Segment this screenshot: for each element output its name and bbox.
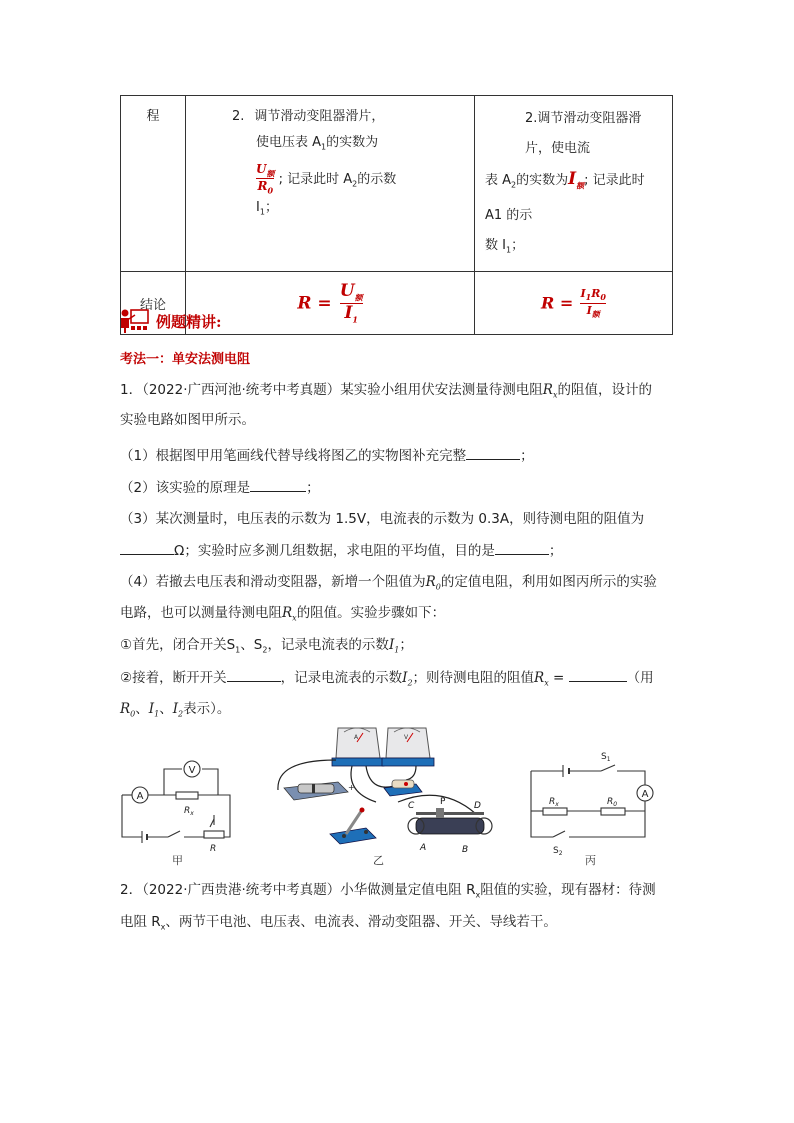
answer-blank[interactable] xyxy=(466,445,520,460)
answer-blank[interactable] xyxy=(569,667,627,682)
q1-step1: ①首先，闭合开关$S_1$、$S_2$，记录电流表的示数$I_1$； xyxy=(120,637,413,655)
label-s1: $S_1$ xyxy=(601,752,611,763)
caption-yi: 乙 xyxy=(373,854,384,867)
label-r0: $R_0$ xyxy=(607,797,618,808)
svg-text:D: D xyxy=(474,801,481,811)
method-a-cell xyxy=(186,96,475,272)
svg-text:A: A xyxy=(420,843,427,853)
method-a-line3: $\frac{U_额}{R_0}$ ; 记录此时 $A_2$的示数 xyxy=(256,161,397,196)
q1-part4-line1: （4）若撤去电压表和滑动变阻器，新增一个阻值为$R_0$的定值电阻，利用如图丙所示的实验 xyxy=(120,574,657,592)
resistor-r0-symbol xyxy=(601,808,625,815)
q1-part4-line2: 电路，也可以测量待测电阻$R_x$的阻值。实验步骤如下： xyxy=(120,605,446,623)
answer-blank[interactable] xyxy=(227,667,281,682)
voltmeter-device xyxy=(382,728,434,766)
table-row xyxy=(121,96,673,272)
q2-line1: 2．（2022·广西贵港·统考中考真题）小华做测量定值电阻 $R_x$阻值的实验，现有器材：待测 xyxy=(120,882,656,900)
q1-intro-line1: 1．（2022·广西河池·统考中考真题）某实验小组用伏安法测量待测电阻$R_x$的阻值，设计的 xyxy=(120,382,652,400)
method-a-step: 2. 调节滑动变阻器滑片， xyxy=(232,109,385,124)
battery-holder xyxy=(284,782,355,800)
svg-text:P: P xyxy=(440,797,446,807)
q1-part3-line1: （3）某次测量时，电压表的示数为 1.5V，电流表的示数为 0.3A，则待测电阻的阻值为 xyxy=(120,511,645,527)
label-rx: $R_x$ xyxy=(549,797,559,808)
section-heading: 例题精讲: xyxy=(156,312,222,331)
answer-blank[interactable] xyxy=(120,540,174,555)
answer-blank[interactable] xyxy=(250,477,306,492)
rheostat-symbol xyxy=(204,831,224,838)
method-table xyxy=(120,95,673,335)
q1-part2: （2）该实验的原理是 ； xyxy=(120,477,680,498)
resistor-rx-symbol xyxy=(543,808,567,815)
circuit-diagram-jia xyxy=(118,755,248,855)
q1-intro-line2: 实验电路如图甲所示。 xyxy=(120,412,255,428)
q1-step2: ②接着，断开开关 ，记录电流表的示数$I_2$；则待测电阻的阻值$R_x$ = （用 xyxy=(120,667,680,694)
rheostat-device xyxy=(408,797,492,855)
svg-text:V: V xyxy=(188,765,196,776)
svg-text:C: C xyxy=(408,801,415,811)
row-label: 程 xyxy=(146,109,160,124)
row-label: 结论 xyxy=(139,297,166,313)
q1-part3-line2: Ω；实验时应多测几组数据，求电阻的平均值，目的是 ； xyxy=(120,540,680,561)
svg-text:B: B xyxy=(462,845,469,855)
answer-blank[interactable] xyxy=(495,540,549,555)
label-s2: $S_2$ xyxy=(553,846,563,855)
svg-text:A: A xyxy=(641,789,649,800)
svg-text:A: A xyxy=(136,791,144,802)
resistor-device xyxy=(384,780,422,796)
formula-u-over-i1: $\frac{U_额}{I_1}$ xyxy=(339,280,363,325)
caption-jia: 甲 xyxy=(172,854,183,867)
conclusion-b-cell: R = $\frac{I_1R_0}{I_额}$ xyxy=(475,272,673,335)
teacher-icon xyxy=(120,308,150,334)
row-label-cell xyxy=(121,96,186,272)
formula-i1r0-over-i: $\frac{I_1R_0}{I_额}$ xyxy=(580,287,606,319)
q1-part1: （1）根据图甲用笔画线代替导线将图乙的实物图补充完整 ； xyxy=(120,445,680,466)
label-r: R xyxy=(210,844,217,854)
svg-text:A: A xyxy=(354,734,359,741)
svg-text:V: V xyxy=(404,734,409,741)
q1-step2-line2: $R_0$、$I_1$、$I_2$表示）。 xyxy=(120,701,231,719)
conclusion-a-cell: R = $\frac{U_额}{I_1}$ xyxy=(186,272,475,335)
section-heading-row xyxy=(120,308,222,334)
method-b-line2: 表 $A_2$的实数为$I_额$; 记录此时 A1 的示 xyxy=(485,169,645,223)
resistor-rx-symbol xyxy=(176,792,198,799)
ammeter-device xyxy=(332,728,384,766)
caption-bing: 丙 xyxy=(585,854,596,867)
label-rx: $R_x$ xyxy=(184,806,194,817)
subheading: 考法一：单安法测电阻 xyxy=(120,352,251,367)
method-b-line3: 数 $I_1$； xyxy=(485,237,525,255)
svg-text:+: + xyxy=(348,783,355,792)
apparatus-figure-yi xyxy=(266,722,496,862)
fraction-u-over-r0: $\frac{U_额}{R_0}$ xyxy=(256,161,275,196)
method-a-line2: 使电压表 $A_1$的实数为 xyxy=(256,135,379,152)
method-b-line1: 2.调节滑动变阻器滑片，使电流 xyxy=(525,111,642,156)
knife-switch xyxy=(330,808,376,845)
method-a-line4: $I_1$； xyxy=(256,200,278,217)
circuit-diagram-bing xyxy=(525,745,665,855)
q2-line2: 电阻 $R_x$、两节干电池、电压表、电流表、滑动变阻器、开关、导线若干。 xyxy=(120,914,557,932)
method-b-cell xyxy=(475,96,673,272)
